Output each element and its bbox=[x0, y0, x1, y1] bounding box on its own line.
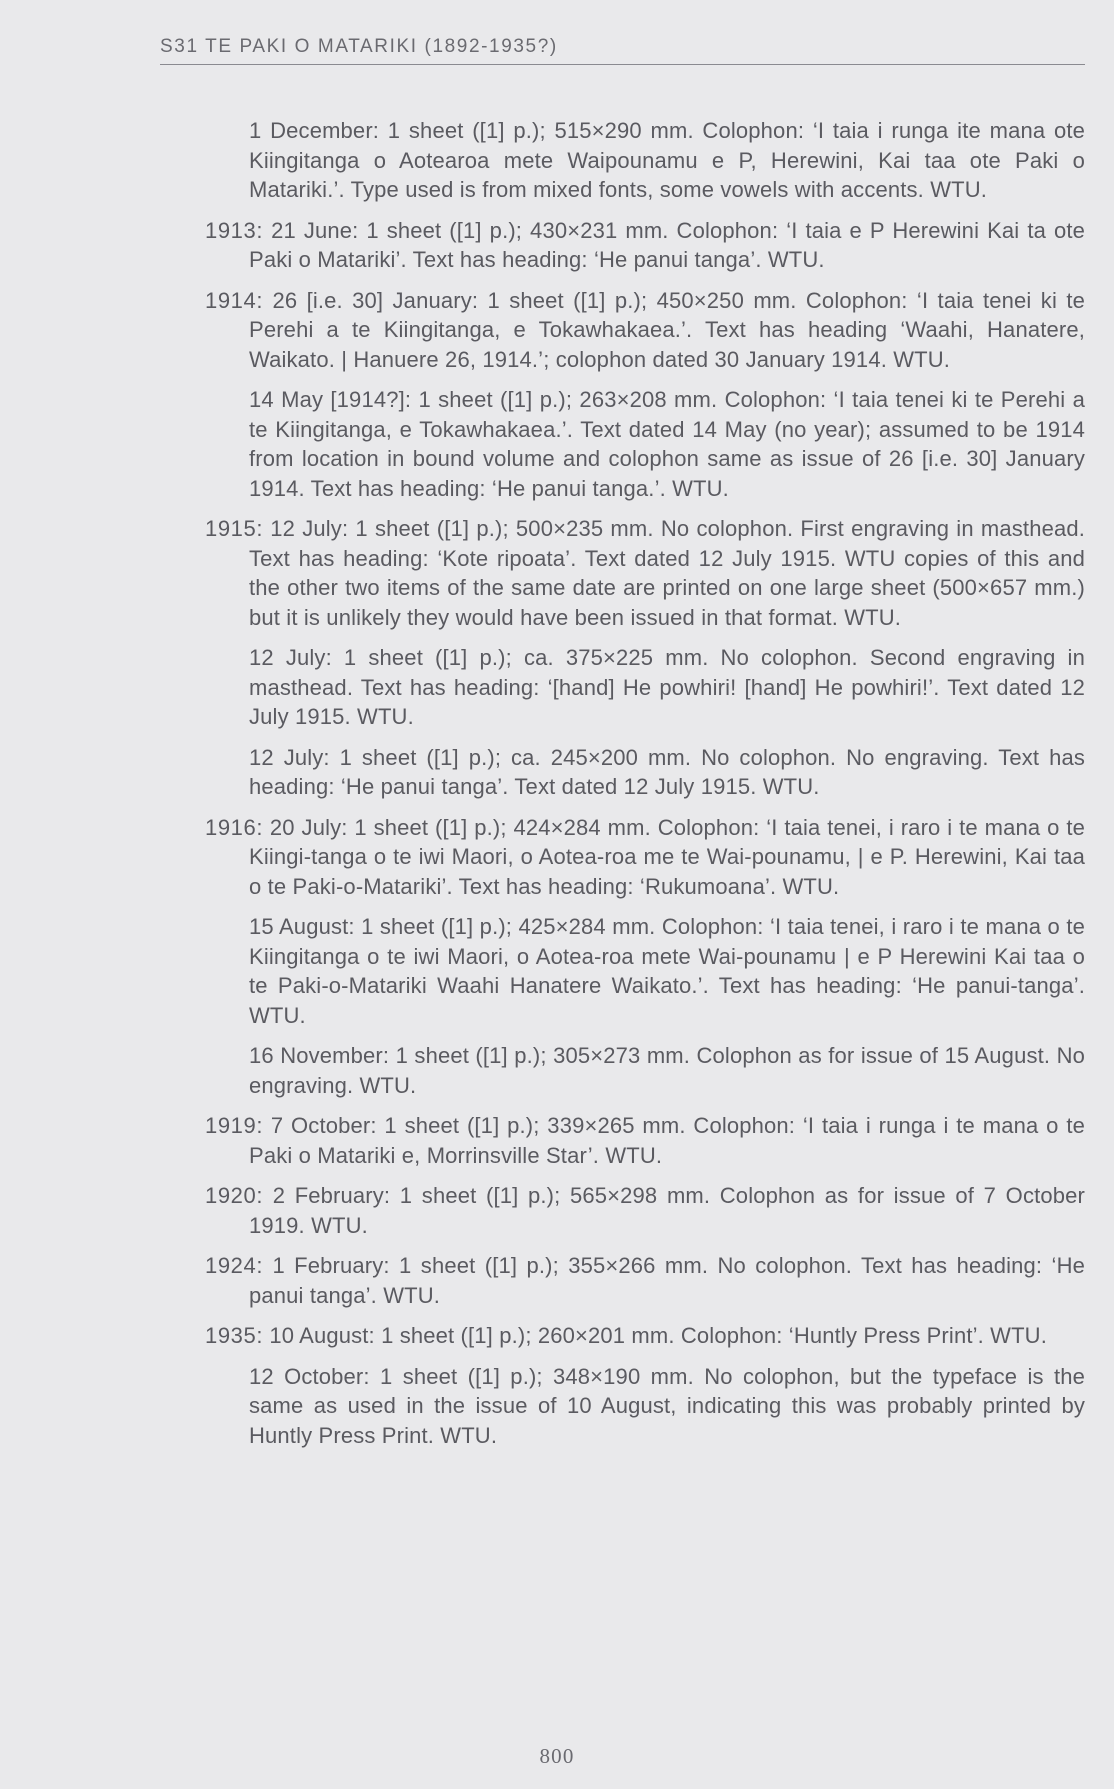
entry-year: 1916: bbox=[205, 814, 264, 840]
entry bbox=[205, 1041, 1085, 1100]
entry-year: 1935: bbox=[205, 1323, 264, 1348]
entry bbox=[205, 514, 1085, 632]
entry-text: 12 July: 1 sheet ([1] p.); 500×235 mm. No colophon. First engraving in masthead. Text has heading: ‘Kote ripoata’. Text dated 12 July 1915. WTU copies of this and the other two items of the same date are printed on one large sheet (500×657 mm.) but it is unlikely they would have been issued in that format. WTU. bbox=[249, 516, 1086, 630]
entry-year: 1915: bbox=[205, 516, 264, 541]
header-rule bbox=[160, 64, 1085, 65]
running-head: S31 TE PAKI O MATARIKI (1892-1935?) bbox=[160, 36, 558, 57]
entry-text: 1 February: 1 sheet ([1] p.); 355×266 mm. No colophon. Text has heading: ‘He panui tanga’. WTU. bbox=[249, 1253, 1085, 1308]
entry bbox=[205, 813, 1085, 902]
entry-text: 20 July: 1 sheet ([1] p.); 424×284 mm. Colophon: ‘I taia tenei, i raro i te mana o te Kiingi-tanga o te iwi Maori, o Aotea-roa me te Wai-pounamu, | e P. Herewini, Kai taa o te Paki-o-Matariki’. Text has heading: ‘Rukumoana’. WTU. bbox=[249, 814, 1086, 899]
entry-text: 14 May [1914?]: 1 sheet ([1] p.); 263×208 mm. Colophon: ‘I taia tenei ki te Perehi a te Kiingitanga, e Tokawhakaea.’. Text dated 14 May (no year); assumed to be 1914 from location in bound volume and colophon same as issue of 26 [i.e. 30] January 1914. Text has heading: ‘He panui tanga.’. WTU. bbox=[249, 387, 1085, 501]
entry-text: 26 [i.e. 30] January: 1 sheet ([1] p.); 450×250 mm. Colophon: ‘I taia tenei ki te Perehi a te Kiingitanga, e Tokawhakaea.’. Text has heading ‘Waahi, Hanatere, Waikato. | Hanuere 26, 1914.’; colophon dated 30 January 1914. WTU. bbox=[249, 287, 1086, 372]
entry bbox=[205, 912, 1085, 1030]
entry-text: 2 February: 1 sheet ([1] p.); 565×298 mm. Colophon as for issue of 7 October 1919. WTU. bbox=[249, 1183, 1085, 1238]
entry bbox=[205, 743, 1085, 802]
entry-year: 1924: bbox=[205, 1253, 264, 1278]
entry bbox=[205, 216, 1085, 275]
entry-year: 1914: bbox=[205, 287, 264, 313]
entry-text: 12 July: 1 sheet ([1] p.); ca. 375×225 mm. No colophon. Second engraving in masthead. Text has heading: ‘[hand] He powhiri! [hand] He powhiri!’. Text dated 12 July 1915. WTU. bbox=[249, 645, 1085, 729]
entry-text: 21 June: 1 sheet ([1] p.); 430×231 mm. Colophon: ‘I taia e P Herewini Kai ta ote Paki o Matariki’. Text has heading: ‘He panui tanga’. WTU. bbox=[249, 217, 1085, 272]
entry-text: 7 October: 1 sheet ([1] p.); 339×265 mm. Colophon: ‘I taia i runga i te mana o te Paki o Matariki e, Morrinsville Star’. WTU. bbox=[249, 1113, 1085, 1168]
entry-text: 15 August: 1 sheet ([1] p.); 425×284 mm. Colophon: ‘I taia tenei, i raro i te mana o te Kiingitanga o te iwi Maori, o Aotea-roa mete Wai-pounamu | e P Herewini Kai taa o te Paki-o-Matariki Waahi Hanatere Waikato.’. Text has heading: ‘He panui-tanga’. WTU. bbox=[249, 914, 1085, 1028]
entry bbox=[205, 643, 1085, 732]
entry-text: 10 August: 1 sheet ([1] p.); 260×201 mm. Colophon: ‘Huntly Press Print’. WTU. bbox=[269, 1323, 1047, 1348]
entry bbox=[205, 1362, 1085, 1451]
entry bbox=[205, 116, 1085, 205]
page-number: 800 bbox=[539, 1744, 575, 1768]
entry-year: 1919: bbox=[205, 1113, 264, 1138]
entry bbox=[205, 1181, 1085, 1240]
entry-year: 1913: bbox=[205, 217, 264, 243]
entry bbox=[205, 1251, 1085, 1310]
entry bbox=[205, 1321, 1085, 1351]
entry bbox=[205, 1111, 1085, 1170]
entry bbox=[205, 286, 1085, 375]
entry-text: 16 November: 1 sheet ([1] p.); 305×273 mm. Colophon as for issue of 15 August. No engraving. WTU. bbox=[249, 1043, 1085, 1098]
entry bbox=[205, 385, 1085, 503]
entry-text: 1 December: 1 sheet ([1] p.); 515×290 mm. Colophon: ‘I taia i runga ite mana ote Kiingitanga o Aotearoa mete Waipounamu e P, Herewini, Kai taa ote Paki o Matariki.’. Type used is from mixed fonts, some vowels with accents. WTU. bbox=[249, 118, 1085, 202]
bibliography-entries bbox=[205, 116, 1085, 1461]
entry-text: 12 October: 1 sheet ([1] p.); 348×190 mm. No colophon, but the typeface is the same as used in the issue of 10 August, indicating this was probably printed by Huntly Press Print. WTU. bbox=[249, 1363, 1085, 1448]
entry-text: 12 July: 1 sheet ([1] p.); ca. 245×200 mm. No colophon. No engraving. Text has heading: ‘He panui tanga’. Text dated 12 July 1915. WTU. bbox=[249, 744, 1085, 799]
entry-year: 1920: bbox=[205, 1183, 264, 1208]
